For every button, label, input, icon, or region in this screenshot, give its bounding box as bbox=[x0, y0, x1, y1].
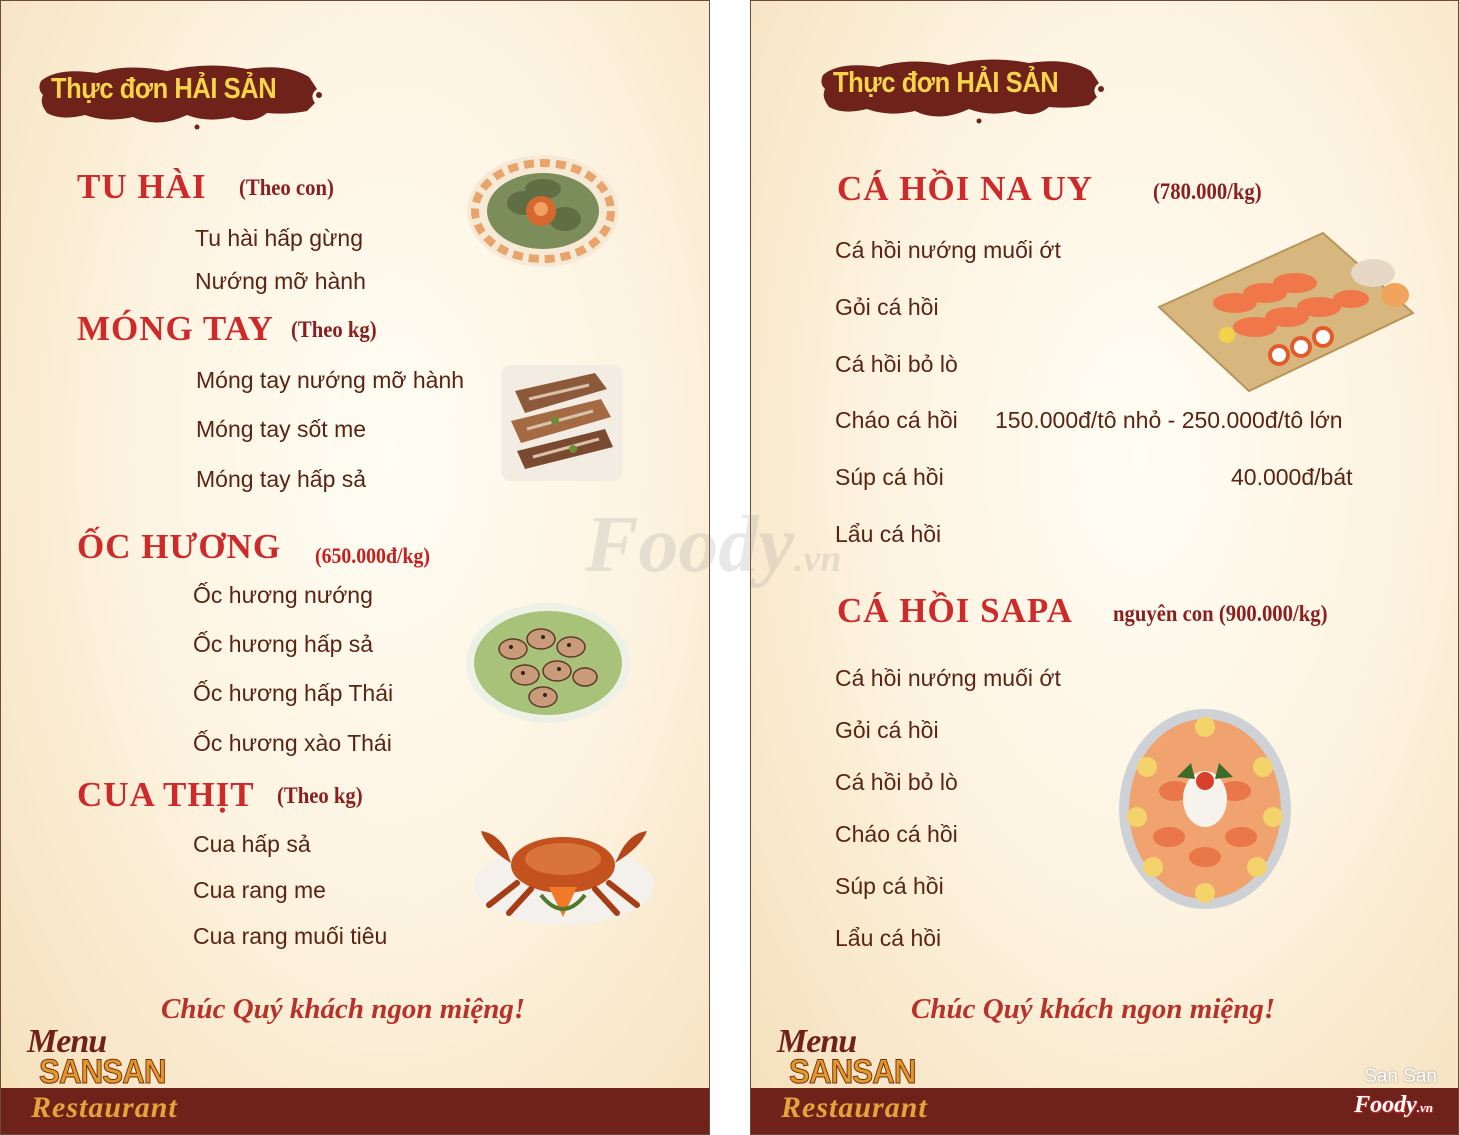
greeting-text: Chúc Quý khách ngon miệng! bbox=[161, 993, 526, 1025]
logo-sansan: SANSAN bbox=[789, 1053, 916, 1091]
salmon-sapa-platter-image bbox=[1117, 707, 1293, 911]
logo-menu-script: Menu bbox=[777, 1023, 857, 1060]
banner-title: Thực đơn HẢI SẢN bbox=[833, 67, 1059, 99]
right-menu-page bbox=[750, 0, 1459, 1135]
logo-menu-script: Menu bbox=[27, 1023, 107, 1060]
foody-watermark bbox=[585, 500, 841, 591]
menu-banner bbox=[819, 53, 1109, 123]
menu-item: Tu hài hấp gừng bbox=[195, 225, 363, 251]
geoduck-dish-image bbox=[463, 149, 623, 273]
menu-item: Lẩu cá hồi bbox=[835, 925, 942, 951]
menu-item: Gỏi cá hồi bbox=[835, 294, 939, 320]
menu-item: Cua rang muối tiêu bbox=[193, 923, 388, 949]
menu-item: Móng tay hấp sả bbox=[196, 466, 367, 492]
menu-item: Gỏi cá hồi bbox=[835, 717, 939, 743]
section-title-mong-tay: MÓNG TAY bbox=[77, 309, 274, 348]
section-note-mong-tay: (Theo kg) bbox=[291, 317, 377, 342]
corner-suffix: .vn bbox=[1416, 1100, 1433, 1115]
corner-brand: Foody bbox=[1354, 1092, 1417, 1118]
menu-item: Cá hồi nướng muối ớt bbox=[835, 237, 1061, 263]
menu-item: Móng tay sốt me bbox=[196, 416, 367, 442]
menu-item-price: 150.000đ/tô nhỏ - 250.000đ/tô lớn bbox=[995, 407, 1343, 433]
menu-item: Cá hồi nướng muối ớt bbox=[835, 665, 1061, 691]
foody-corner-logo bbox=[1354, 1092, 1433, 1119]
section-note-oc-huong: (650.000đ/kg) bbox=[315, 543, 430, 568]
menu-item: Nướng mỡ hành bbox=[195, 268, 366, 294]
section-note-tu-hai: (Theo con) bbox=[239, 175, 334, 200]
menu-item: Lẩu cá hồi bbox=[835, 521, 942, 547]
salmon-sashimi-platter-image bbox=[1155, 223, 1417, 395]
section-title-oc-huong: ỐC HƯƠNG bbox=[77, 527, 282, 566]
menu-item: Cá hồi bỏ lò bbox=[835, 351, 958, 377]
section-title-tu-hai: TU HÀI bbox=[77, 167, 207, 206]
logo-sansan: SANSAN bbox=[39, 1053, 166, 1091]
menu-item: Ốc hương hấp Thái bbox=[193, 680, 394, 706]
uploader-name: San San bbox=[1364, 1066, 1437, 1087]
menu-item: Súp cá hồi bbox=[835, 464, 944, 490]
crab-dish-image bbox=[471, 813, 657, 929]
logo-restaurant: Restaurant bbox=[781, 1091, 928, 1124]
banner-title: Thực đơn HẢI SẢN bbox=[51, 73, 277, 105]
menu-item: Cua rang me bbox=[193, 877, 326, 903]
section-title-ca-hoi-sapa: CÁ HỒI SAPA bbox=[837, 591, 1073, 630]
section-note-ca-hoi-sapa: nguyên con (900.000/kg) bbox=[1113, 601, 1328, 626]
menu-item: Ốc hương nướng bbox=[193, 582, 373, 608]
menu-item: Súp cá hồi bbox=[835, 873, 944, 899]
menu-item: Ốc hương xào Thái bbox=[193, 730, 392, 756]
menu-item: Móng tay nướng mỡ hành bbox=[196, 367, 465, 393]
menu-item-price: 40.000đ/bát bbox=[1231, 464, 1353, 490]
watermark-brand: Foody bbox=[585, 501, 794, 589]
menu-item: Cháo cá hồi bbox=[835, 821, 958, 847]
menu-item: Ốc hương hấp sả bbox=[193, 631, 374, 657]
menu-item: Cháo cá hồi bbox=[835, 407, 958, 433]
section-title-cua-thit: CUA THỊT bbox=[77, 775, 255, 814]
section-note-cua-thit: (Theo kg) bbox=[277, 783, 363, 808]
menu-item: Cua hấp sả bbox=[193, 831, 311, 857]
sea-snail-dish-image bbox=[463, 599, 633, 727]
razor-clam-dish-image bbox=[495, 359, 629, 487]
logo-restaurant: Restaurant bbox=[31, 1091, 178, 1124]
section-note-ca-hoi-na-uy: (780.000/kg) bbox=[1153, 179, 1262, 204]
menu-item: Cá hồi bỏ lò bbox=[835, 769, 958, 795]
section-title-ca-hoi-na-uy: CÁ HỒI NA UY bbox=[837, 169, 1094, 208]
watermark-suffix: .vn bbox=[793, 538, 842, 580]
greeting-text: Chúc Quý khách ngon miệng! bbox=[911, 993, 1276, 1025]
menu-banner bbox=[37, 59, 327, 129]
